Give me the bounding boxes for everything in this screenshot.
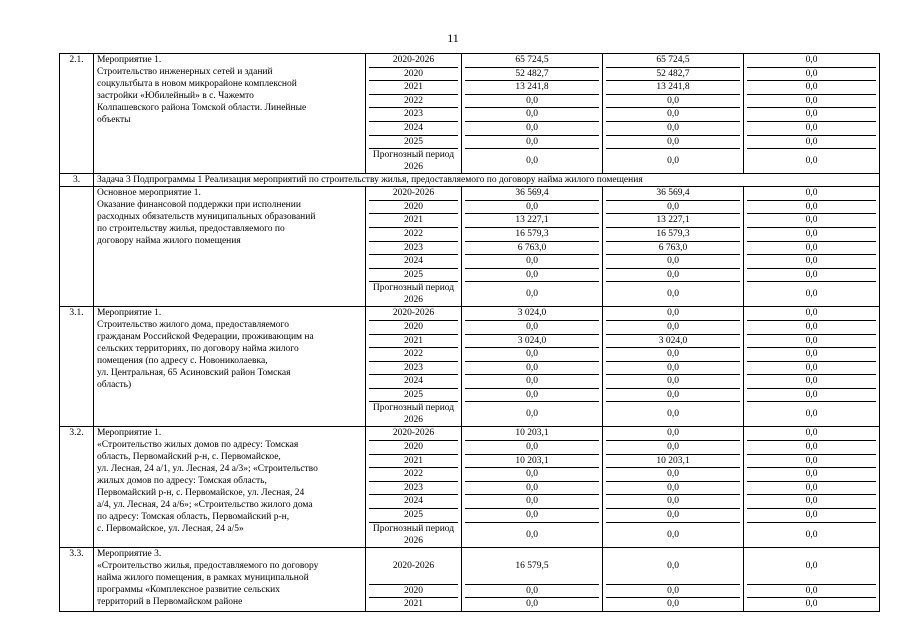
description-line: область) (97, 380, 132, 391)
row-number: 3.1. (60, 307, 94, 427)
description-line: «Строительство жилых домов по адресу: Томская (97, 440, 299, 451)
value-cell: 0,0 (606, 107, 740, 121)
value-cell: 0,0 (606, 121, 740, 135)
value-cell: 0,0 (747, 121, 876, 135)
value-cell: 0,0 (465, 148, 599, 173)
description-line: ул. Лесная, 24 а/1, ул. Лесная, 24 а/3»; «Строительство (97, 464, 318, 475)
period-cell: 2024 (369, 494, 458, 508)
value-cell: 0,0 (465, 94, 599, 108)
value-cell: 0,0 (606, 597, 740, 611)
value-cell: 0,0 (606, 200, 740, 214)
description-line: а/4, ул. Лесная, 24 а/6»; «Строительство жилого дома (97, 500, 313, 511)
table-row (60, 427, 880, 547)
value-cell: 0,0 (606, 94, 740, 108)
value-cell: 0,0 (465, 254, 599, 268)
value-column-1 (462, 187, 603, 307)
measure-description (94, 307, 366, 427)
period-cell: 2020 (369, 200, 458, 214)
value-cell: 0,0 (465, 494, 599, 508)
description-line: территорий в Первомайском районе (97, 596, 243, 607)
period-column (366, 307, 462, 427)
value-column-2 (603, 427, 744, 547)
table-row (60, 187, 880, 307)
task-number: 3. (60, 174, 94, 187)
value-cell: 52 482,7 (465, 67, 599, 81)
description-line: объекты (97, 115, 131, 125)
value-cell: 0,0 (465, 584, 599, 598)
period-cell: 2020-2026 (392, 560, 435, 571)
value-cell: 0,0 (805, 560, 818, 571)
value-cell: 0,0 (465, 268, 599, 282)
period-cell: 2024 (369, 374, 458, 388)
value-cell: 0,0 (805, 188, 818, 199)
period-cell: 2020 (369, 320, 458, 334)
row-number: 2.1. (60, 54, 94, 174)
value-cell: 0,0 (606, 374, 740, 388)
period-column (366, 187, 462, 307)
value-cell: 0,0 (747, 347, 876, 361)
measure-description (94, 187, 366, 307)
value-cell: 36 569,4 (515, 188, 549, 199)
value-cell: 0,0 (747, 227, 876, 241)
value-cell: 0,0 (747, 107, 876, 121)
value-cell: 0,0 (465, 481, 599, 495)
period-cell: 2023 (369, 481, 458, 495)
period-cell: 2021 (369, 80, 458, 94)
description-line: Строительство жилого дома, предоставляемого (97, 320, 289, 331)
description-line: соцкультбыта в новом микрорайоне комплексной (97, 79, 297, 89)
value-column-2 (603, 307, 744, 427)
period-cell: 2023 (369, 361, 458, 375)
value-cell: 65 724,5 (656, 55, 690, 65)
value-cell: 13 227,1 (606, 213, 740, 227)
row-number: 3.3. (60, 547, 94, 611)
description-line: Первомайский р-н, с. Первомайское, ул. Лесная, 24 (97, 488, 305, 499)
value-cell: 0,0 (606, 522, 740, 547)
period-cell: 2023 (369, 107, 458, 121)
value-column-1 (462, 307, 603, 427)
period-cell: 2021 (369, 454, 458, 468)
value-cell: 16 579,5 (515, 560, 549, 571)
value-column-2 (603, 187, 744, 307)
description-line: Мероприятие 3. (97, 548, 162, 559)
value-cell: 0,0 (747, 454, 876, 468)
value-cell: 36 569,4 (656, 188, 690, 199)
period-cell: 2025 (369, 508, 458, 522)
value-cell: 13 241,8 (606, 80, 740, 94)
value-cell: 0,0 (465, 200, 599, 214)
value-cell: 0,0 (747, 148, 876, 173)
period-cell: 2020-2026 (392, 188, 435, 199)
period-cell: 2022 (369, 347, 458, 361)
row-number: 3.2. (60, 427, 94, 547)
period-cell: 2021 (369, 213, 458, 227)
description-line: Мероприятие 1. (97, 55, 162, 65)
table-row (60, 547, 880, 611)
value-cell: 0,0 (747, 361, 876, 375)
period-cell: 2020-2026 (392, 428, 435, 439)
value-column-3 (744, 307, 880, 427)
value-column-3 (744, 427, 880, 547)
description-line: программы «Комплексное развитие сельских (97, 584, 281, 595)
value-cell: 0,0 (667, 560, 679, 571)
period-cell: 2022 (369, 467, 458, 481)
description-line: с. Первомайское, ул. Лесная, 24 а/5» (97, 524, 244, 535)
value-column-1 (462, 54, 603, 174)
page-number: 11 (447, 31, 459, 45)
description-line: Мероприятие 1. (97, 308, 162, 319)
value-cell: 0,0 (667, 308, 679, 319)
description-line: Мероприятие 1. (97, 428, 162, 439)
period-cell: 2024 (369, 121, 458, 135)
value-cell: 13 227,1 (465, 213, 599, 227)
description-line: по строительству жилья, предоставляемого по (97, 224, 285, 235)
description-line: застройки «Юбилейный» в с. Чажемто (97, 91, 254, 101)
description-line: область, Первомайский р-н, с. Первомайское, (97, 452, 281, 463)
value-cell: 0,0 (747, 67, 876, 81)
task-row (60, 174, 880, 187)
description-line: сельских территориях, по договору найма жилого (97, 344, 299, 355)
value-cell: 0,0 (747, 80, 876, 94)
value-cell: 3 024,0 (465, 334, 599, 348)
value-column-1 (462, 427, 603, 547)
value-cell: 0,0 (465, 281, 599, 306)
description-line: Колпашевского района Томской области. Линейные (97, 103, 307, 113)
row-number (60, 187, 94, 307)
value-cell: 13 241,8 (465, 80, 599, 94)
period-cell: 2024 (369, 254, 458, 268)
value-cell: 65 724,5 (515, 55, 549, 65)
value-cell: 0,0 (747, 522, 876, 547)
value-cell: 3 024,0 (606, 334, 740, 348)
value-cell: 10 203,1 (465, 454, 599, 468)
value-column-2 (603, 547, 744, 611)
description-line: найма жилого помещения, в рамках муниципальной (97, 572, 309, 583)
value-cell: 0,0 (606, 440, 740, 454)
value-cell: 0,0 (606, 584, 740, 598)
value-cell: 0,0 (747, 481, 876, 495)
value-cell: 0,0 (747, 213, 876, 227)
value-column-3 (744, 187, 880, 307)
period-cell: 2025 (369, 388, 458, 402)
value-cell: 0,0 (606, 508, 740, 522)
value-cell: 0,0 (747, 135, 876, 149)
value-cell: 10 203,1 (515, 428, 549, 439)
value-cell: 0,0 (465, 107, 599, 121)
description-line: гражданам Российской Федерации, проживающим на (97, 332, 314, 343)
value-cell: 0,0 (606, 481, 740, 495)
value-column-2 (603, 54, 744, 174)
description-line: Основное мероприятие 1. (97, 188, 201, 199)
value-cell: 0,0 (465, 361, 599, 375)
value-cell: 0,0 (465, 597, 599, 611)
value-cell: 0,0 (747, 467, 876, 481)
description-line: Оказание финансовой поддержки при исполнении (97, 200, 301, 211)
value-cell: 0,0 (747, 401, 876, 426)
table-row (60, 54, 880, 174)
value-cell: 0,0 (606, 135, 740, 149)
value-cell: 0,0 (606, 254, 740, 268)
measure-description (94, 547, 366, 611)
description-line: расходных обязательств муниципальных образований (97, 212, 316, 223)
value-cell: 16 579,3 (465, 227, 599, 241)
measure-description (94, 427, 366, 547)
value-cell: 0,0 (747, 241, 876, 255)
value-cell: 0,0 (606, 148, 740, 173)
period-cell: Прогнозный период 2026 (369, 522, 458, 547)
value-column-3 (744, 54, 880, 174)
value-cell: 0,0 (747, 508, 876, 522)
period-cell: 2020 (369, 440, 458, 454)
value-column-1 (462, 547, 603, 611)
description-line: договору найма жилого помещения (97, 236, 241, 247)
value-cell: 16 579,3 (606, 227, 740, 241)
value-cell: 0,0 (606, 361, 740, 375)
value-cell: 0,0 (747, 268, 876, 282)
period-cell: 2022 (369, 94, 458, 108)
value-cell: 0,0 (747, 94, 876, 108)
value-cell: 0,0 (606, 281, 740, 306)
value-cell: 0,0 (747, 200, 876, 214)
value-cell: 0,0 (606, 467, 740, 481)
description-line: по адресу: Томская область, Первомайский р-н, (97, 512, 290, 523)
period-cell: 2020 (369, 67, 458, 81)
period-cell: 2021 (369, 334, 458, 348)
value-cell: 0,0 (465, 440, 599, 454)
period-cell: 2020 (369, 584, 458, 598)
period-cell: 2020-2026 (392, 308, 435, 319)
value-cell: 0,0 (747, 494, 876, 508)
value-cell: 0,0 (465, 320, 599, 334)
period-cell: 2020-2026 (392, 55, 435, 65)
period-cell: Прогнозный период 2026 (369, 281, 458, 306)
value-cell: 0,0 (606, 401, 740, 426)
funding-table (59, 53, 880, 612)
value-cell: 0,0 (747, 334, 876, 348)
description-line: «Строительство жилья, предоставляемого по договору (97, 560, 319, 571)
value-cell: 0,0 (465, 401, 599, 426)
task-title: Задача 3 Подпрограммы 1 Реализация мероприятий по строительству жилья, предоставляемого по договору найма жилого помещения (94, 174, 880, 187)
value-cell: 6 763,0 (465, 241, 599, 255)
value-cell: 0,0 (465, 121, 599, 135)
description-line: Строительство инженерных сетей и зданий (97, 67, 273, 77)
period-cell: Прогнозный период 2026 (369, 401, 458, 426)
period-cell: 2025 (369, 135, 458, 149)
table-row (60, 307, 880, 427)
period-column (366, 547, 462, 611)
value-cell: 0,0 (606, 494, 740, 508)
period-cell: 2022 (369, 227, 458, 241)
value-cell: 0,0 (606, 320, 740, 334)
value-cell: 0,0 (747, 584, 876, 598)
period-cell: Прогнозный период 2026 (369, 148, 458, 173)
value-cell: 10 203,1 (606, 454, 740, 468)
value-cell: 0,0 (465, 374, 599, 388)
value-cell: 0,0 (747, 374, 876, 388)
value-cell: 0,0 (465, 135, 599, 149)
period-cell: 2021 (369, 597, 458, 611)
value-cell: 0,0 (805, 55, 818, 65)
description-line: помещения (по адресу с. Новониколаевка, (97, 356, 268, 367)
value-cell: 0,0 (747, 440, 876, 454)
value-cell: 0,0 (465, 522, 599, 547)
value-cell: 0,0 (465, 467, 599, 481)
value-cell: 0,0 (747, 254, 876, 268)
period-column (366, 54, 462, 174)
value-cell: 0,0 (606, 268, 740, 282)
description-line: ул. Центральная, 65 Асиновский район Томская (97, 368, 291, 379)
value-cell: 0,0 (747, 320, 876, 334)
value-cell: 0,0 (747, 388, 876, 402)
value-cell: 0,0 (465, 508, 599, 522)
value-cell: 6 763,0 (606, 241, 740, 255)
value-cell: 0,0 (465, 347, 599, 361)
value-cell: 0,0 (747, 597, 876, 611)
value-cell: 0,0 (606, 347, 740, 361)
value-cell: 0,0 (805, 428, 818, 439)
value-cell: 0,0 (747, 281, 876, 306)
period-cell: 2025 (369, 268, 458, 282)
value-cell: 52 482,7 (606, 67, 740, 81)
value-cell: 0,0 (606, 388, 740, 402)
value-column-3 (744, 547, 880, 611)
description-line: жилых домов по адресу: Томская область, (97, 476, 267, 487)
value-cell: 0,0 (667, 428, 679, 439)
value-cell: 0,0 (465, 388, 599, 402)
value-cell: 0,0 (805, 308, 818, 319)
period-column (366, 427, 462, 547)
value-cell: 3 024,0 (517, 308, 547, 319)
measure-description (94, 54, 366, 174)
period-cell: 2023 (369, 241, 458, 255)
